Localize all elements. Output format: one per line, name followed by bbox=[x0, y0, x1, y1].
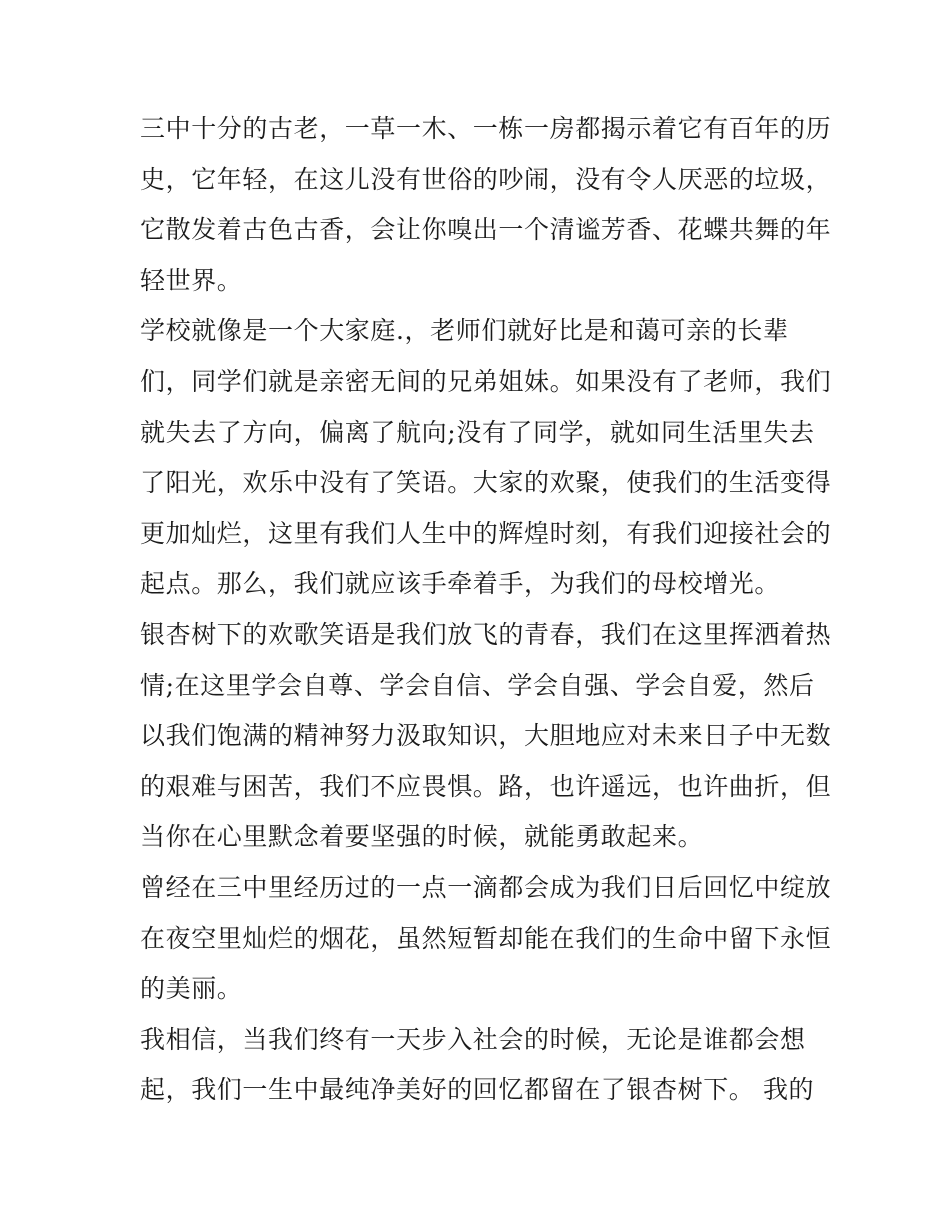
text-line: 曾经在三中里经历过的一点一滴都会成为我们日后回忆中绽放 bbox=[140, 872, 832, 902]
text-line: 们，同学们就是亲密无间的兄弟姐妹。如果没有了老师，我们 bbox=[140, 366, 832, 396]
text-line: 了阳光，欢乐中没有了笑语。大家的欢聚，使我们的生活变得 bbox=[140, 468, 832, 498]
text-line: 起点。那么，我们就应该手牵着手，为我们的母校增光。 bbox=[140, 569, 781, 599]
text-line: 我相信，当我们终有一天步入社会的时候，无论是谁都会想 bbox=[140, 1024, 806, 1054]
text-line: 情;在这里学会自尊、学会自信、学会自强、学会自爱，然后 bbox=[140, 670, 815, 700]
document-body bbox=[140, 104, 840, 1116]
text-line: 轻世界。 bbox=[140, 265, 243, 295]
text-line: 起，我们一生中最纯净美好的回忆都留在了银杏树下。 我的 bbox=[140, 1075, 815, 1105]
text-line: 它散发着古色古香，会让你嗅出一个清谧芳香、花蝶共舞的年 bbox=[140, 215, 832, 245]
text-line: 在夜空里灿烂的烟花，虽然短暂却能在我们的生命中留下永恒 bbox=[140, 923, 832, 953]
text-line: 学校就像是一个大家庭.，老师们就好比是和蔼可亲的长辈 bbox=[140, 316, 789, 346]
text-line: 就失去了方向，偏离了航向;没有了同学，就如同生活里失去 bbox=[140, 417, 815, 447]
text-line: 三中十分的古老，一草一木、一栋一房都揭示着它有百年的历 bbox=[140, 114, 832, 143]
text-line: 史，它年轻，在这儿没有世俗的吵闹，没有令人厌恶的垃圾， bbox=[140, 164, 832, 194]
text-line: 更加灿烂，这里有我们人生中的辉煌时刻，有我们迎接社会的 bbox=[140, 518, 832, 548]
text-line: 银杏树下的欢歌笑语是我们放飞的青春，我们在这里挥洒着热 bbox=[140, 619, 832, 649]
text-line: 的美丽。 bbox=[140, 974, 243, 1004]
text-line: 以我们饱满的精神努力汲取知识，大胆地应对未来日子中无数 bbox=[140, 721, 832, 751]
text-line: 的艰难与困苦，我们不应畏惧。路，也许遥远，也许曲折，但 bbox=[140, 771, 832, 801]
text-line: 当你在心里默念着要坚强的时候，就能勇敢起来。 bbox=[140, 822, 704, 852]
